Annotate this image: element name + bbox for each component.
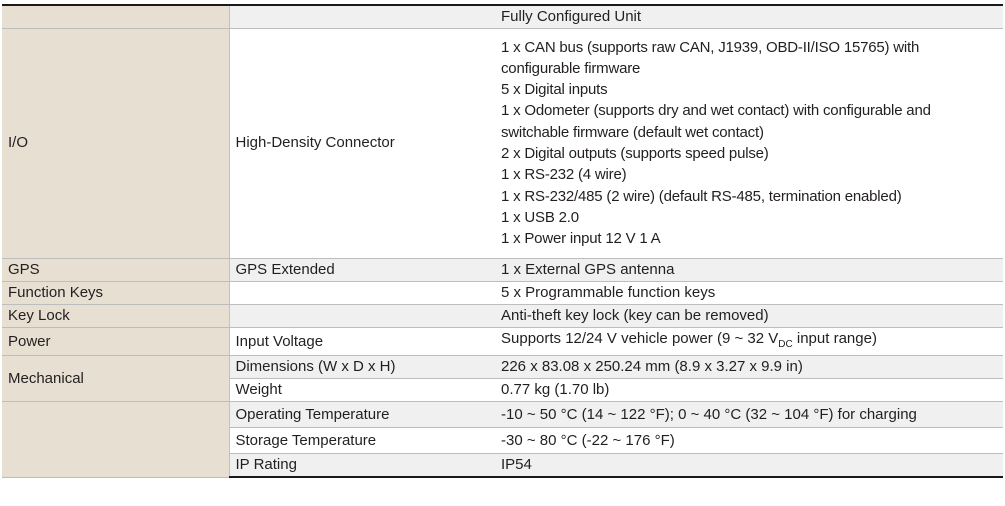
io-line: configurable firmware <box>501 59 641 77</box>
key-lock-value: Anti-theft key lock (key can be removed) <box>495 304 1003 327</box>
subcategory-gps-extended: GPS Extended <box>229 258 495 281</box>
io-line: 5 x Digital inputs <box>501 81 608 99</box>
power-value-suffix: input range) <box>792 329 877 347</box>
subcategory-dimensions: Dimensions (W x D x H) <box>229 355 495 378</box>
subcategory-cell <box>229 304 495 327</box>
category-io: I/O <box>2 28 229 258</box>
power-value-subscript: DC <box>778 338 793 350</box>
row-power <box>2 327 1003 355</box>
io-line: 1 x RS-232 (4 wire) <box>501 166 627 184</box>
subcategory-ip-rating: IP Rating <box>229 453 495 477</box>
weight-value: 0.77 kg (1.70 lb) <box>495 378 1003 401</box>
row-header <box>2 5 1003 28</box>
subcategory-operating-temperature: Operating Temperature <box>229 401 495 427</box>
category-function-keys: Function Keys <box>2 281 229 304</box>
row-function-keys <box>2 281 1003 304</box>
function-keys-value: 5 x Programmable function keys <box>495 281 1003 304</box>
category-gps: GPS <box>2 258 229 281</box>
ip-rating-value: IP54 <box>495 453 1003 477</box>
category-power: Power <box>2 327 229 355</box>
category-key-lock: Key Lock <box>2 304 229 327</box>
row-key-lock <box>2 304 1003 327</box>
io-line: 1 x Odometer (supports dry and wet contact) with configurable and <box>501 102 931 120</box>
row-operating-temperature <box>2 401 1003 427</box>
category-environment <box>2 401 229 477</box>
io-spec-list <box>495 28 1003 258</box>
io-line: 2 x Digital outputs (supports speed pulse) <box>501 145 769 162</box>
row-io <box>2 28 1003 258</box>
subcategory-weight: Weight <box>229 378 495 401</box>
io-line: 1 x CAN bus (supports raw CAN, J1939, OBD-II/ISO 15765) with <box>501 38 920 56</box>
subcategory-cell <box>229 5 495 28</box>
io-line: 1 x USB 2.0 <box>501 208 579 226</box>
row-dimensions <box>2 355 1003 378</box>
subcategory-high-density-connector: High-Density Connector <box>229 28 495 258</box>
spec-table <box>2 4 1003 478</box>
dimensions-value: 226 x 83.08 x 250.24 mm (8.9 x 3.27 x 9.9 in) <box>495 355 1003 378</box>
subcategory-input-voltage: Input Voltage <box>229 327 495 355</box>
power-value-prefix: Supports 12/24 V vehicle power (9 ~ 32 V <box>501 329 779 347</box>
power-value <box>495 327 1003 355</box>
category-cell <box>2 5 229 28</box>
row-gps <box>2 258 1003 281</box>
io-line: switchable firmware (default wet contact) <box>501 123 764 141</box>
operating-temperature-value: -10 ~ 50 °C (14 ~ 122 °F); 0 ~ 40 °C (32 ~ 104 °F) for charging <box>495 401 1003 427</box>
subcategory-storage-temperature: Storage Temperature <box>229 427 495 453</box>
category-mechanical: Mechanical <box>2 355 229 401</box>
io-line: 1 x RS-232/485 (2 wire) (default RS-485, termination enabled) <box>501 187 902 205</box>
gps-value: 1 x External GPS antenna <box>495 258 1003 281</box>
io-line: 1 x Power input 12 V 1 A <box>501 230 661 248</box>
subcategory-cell <box>229 281 495 304</box>
column-header-fully-configured-unit: Fully Configured Unit <box>495 5 1003 28</box>
storage-temperature-value: -30 ~ 80 °C (-22 ~ 176 °F) <box>495 427 1003 453</box>
